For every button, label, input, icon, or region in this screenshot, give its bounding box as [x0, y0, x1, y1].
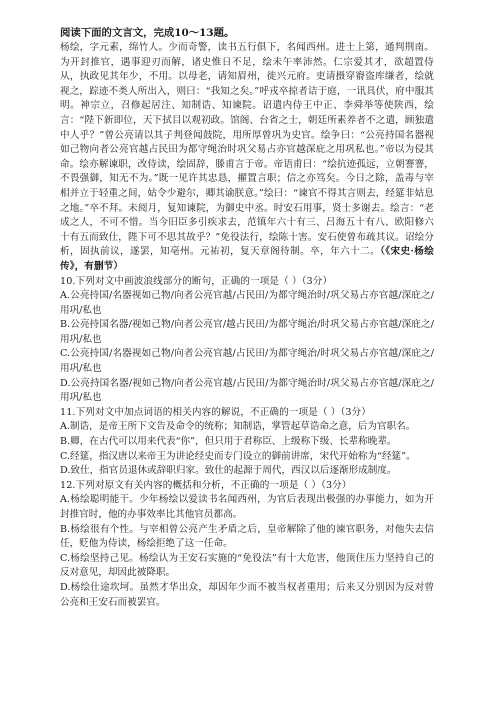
question-11-option-a[interactable]: A.制诰，是帝王所下文告及命令的统称；知制诰，掌管起草诰命之意，后为官职名。 — [60, 421, 416, 433]
question-12-option-b[interactable]: B.杨绘很有个性。与宰相曾公亮产生矛盾之后，皇帝解除了他的谏官职务，对他失去信任，贬他为侍读，杨绘拒绝了这一任命。 — [60, 523, 434, 550]
question-10-option-d[interactable]: D.公亮持国名器/视如己物/向者公亮官越/占民田/为都守绳治时/巩父易占亦官越/深庇之/用巩/私也 — [60, 377, 434, 404]
passage-text — [60, 41, 434, 275]
question-10-option-b[interactable]: B.公亮持国名器/视如己物/向者公亮官/越占民田/为都守绳治/时巩父易占亦官越/深庇之/用巩/私也 — [60, 319, 434, 345]
passage-source: （《宋史·杨绘传》，有删节） — [60, 246, 434, 272]
question-10-stem: 10.下列对文中画波浪线部分的断句，正确的一项是（ ）（3分） — [60, 275, 333, 287]
question-10-option-c[interactable]: C.公亮持国/名器视如己物/向者公亮官越/占民田/为都守绳治/时巩父易占亦官越/深庇之/用巩/私也 — [60, 348, 434, 375]
passage-body: 杨绘，字元素，绵竹人。少而奇警，读书五行俱下，名闻西州。进士上第，通判荆南。为开封推官，遇事迎刃而解，诸史惟日不足，绘未午率沛然。仁宗爱其才，欲超置侍从，执政见其年少，不用。以母老，请知眉州，徙兴元府。吏请摄穿窬盗库缣者，绘就视之，踪迹不类人所出入，则曰：“我知之矣。”呼戎卒掠者诘于庭，一讯具伏，府中服其明。神宗立，召修起居注、知制诰、知谏院。诏遣内侍王中正、李舜举等使陕西，绘言：“陛下新即位，天下拭目以观初政。馆阁、台省之士，朝廷所素养者不之遣，顾独遣中人乎？”曾公亮请以其子判登闻鼓院，用所厚曾巩为史官。绘争曰：“公亮持国名器视如己物向者公亮官越占民田为都守绳治时巩父易占亦官越深庇之用巩私也。”帝以为侵其命。绘亦解谏职，改侍读，绘固辞，滕甫言于帝。帝语甫曰：“绘抗迹孤远，立朝謇謇，不畏强御，知无不为。”既一见许其忠恳，擢置言职；信之亦笃矣。今日之除，盖毒与宰相并立于轻重之间，姑令少避尔，卿其谕朕意。”绘曰：“谏官不得其言则去，经筵非姑息之地。”卒不拜。未阅月，复知谏院，为御史中丞。时安石用事，贤士多谢去。绘言：“老成之人，不可不惜。当今旧臣多引疾求去，范镇年六十有三、吕海五十有八、欧阳修六十有五而致仕，陛下可不思其故乎？”免役法行，绘陈十害。安石使曾布疏其议。诏绘分析，固执前议，遂罢，知亳州。元祐初，复天章阁待制。卒，年六十二。 — [60, 42, 434, 258]
question-11-stem: 11.下列对文中加点词语的相关内容的解说，不正确的一项是（ ）（3分） — [60, 406, 371, 418]
question-11-option-b[interactable]: B.卿，在古代可以用来代表“你”，但只用于君称臣、上级称下级、长辈称晚辈。 — [60, 436, 397, 448]
question-12-option-a[interactable]: A.杨绘聪明能干。少年杨绘以爱读书名闻西州，为官后表现出极强的办事能力，如为开封推官时，他的办事效率比其他官员都高。 — [60, 494, 434, 520]
question-12-option-d[interactable]: D.杨绘仕途坎坷。虽然才华出众，却因年少而不被当权者重用；后来又分别因为反对曾公亮和王安石而被罢官。 — [60, 581, 434, 608]
question-10-option-a[interactable]: A.公亮持国/名器视如己物/向者公亮官越/占民田/为都守绳治时/巩父易占亦官越/深庇之/用巩/私也 — [60, 290, 434, 316]
question-12-option-c[interactable]: C.杨绘坚持己见。杨绘认为王安石实施的“免役法”有十大危害，他顶住压力坚持自己的反对意见，却因此被降职。 — [60, 552, 434, 579]
question-12-stem: 12.下列对原文有关内容的概括和分析，不正确的一项是（ ）（3分） — [60, 479, 352, 491]
question-11-option-c[interactable]: C.经筵，指汉唐以来帝王为讲论经史而专门设立的御前讲席，宋代开始称为“经筵”。 — [60, 450, 416, 462]
document-content — [60, 26, 434, 610]
instruction-heading: 阅读下面的文言文，完成10～13题。 — [60, 27, 235, 39]
question-11-option-d[interactable]: D.致仕，指官员退休或辞职归家。致仕的起源于周代，西汉以后逐渐形成制度。 — [60, 465, 397, 477]
